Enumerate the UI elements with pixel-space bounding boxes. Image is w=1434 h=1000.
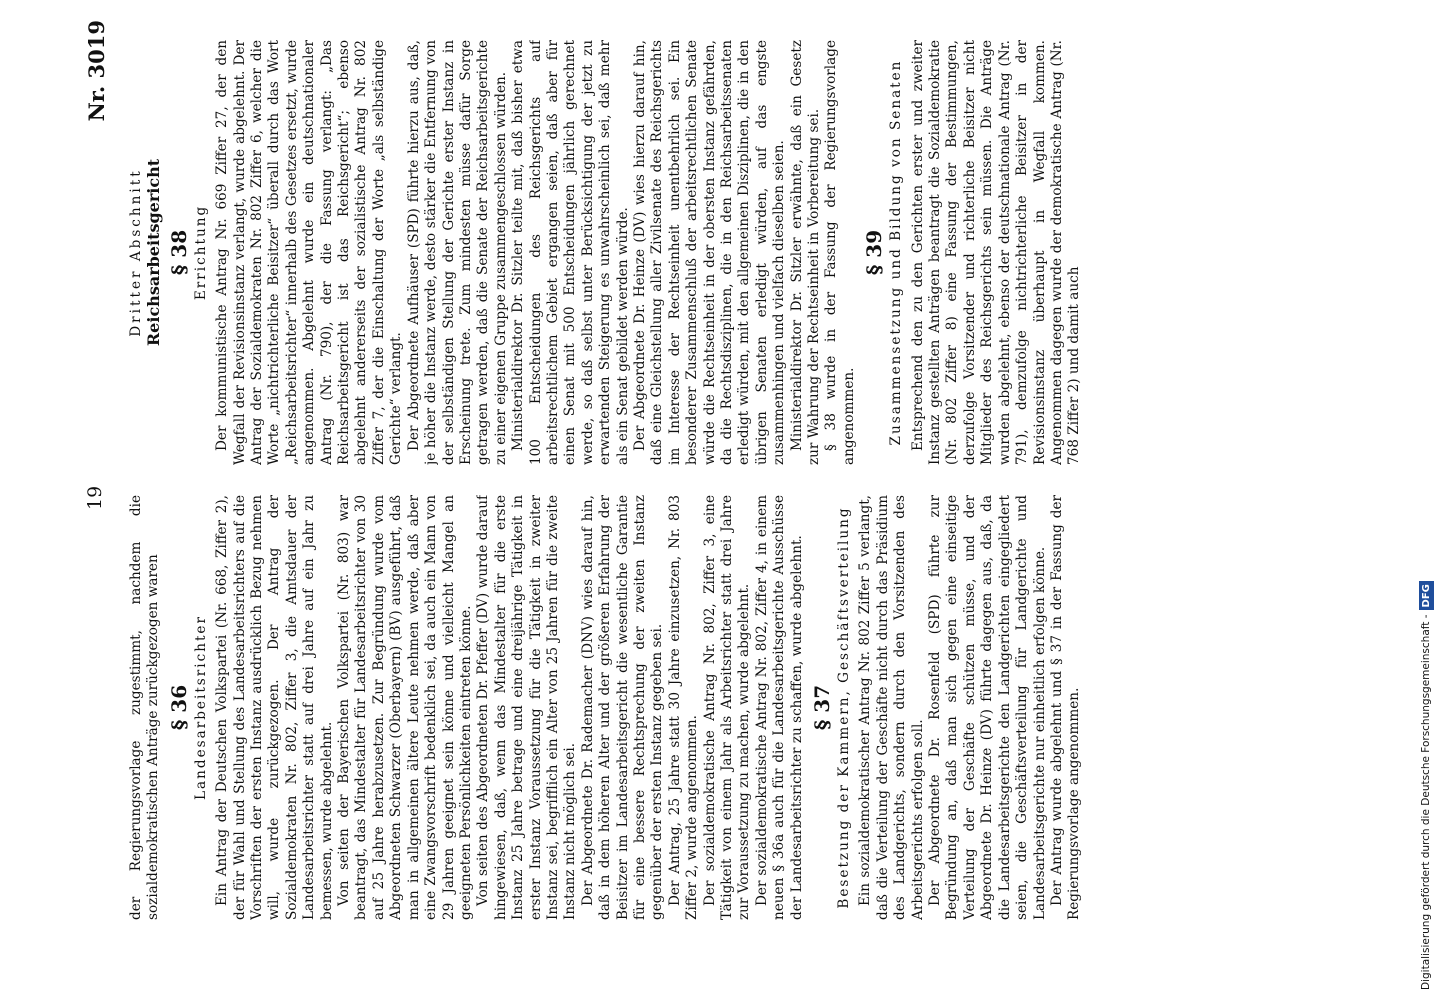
left-column — [128, 495, 1408, 920]
paragraph: Von seiten des Abgeordneten Dr. Pfeffer (DV) wurde darauf hingewiesen, daß, wenn das Mindestalter für die erste Instanz 25 Jahre betrage und eine dreijährige Tätigkeit in erster Instanz Voraussetzung für die Tätigkeit in zweiter Instanz sei, begrifflich ein Alter von 25 Jahren für die zweite Instanz nicht möglich sei. — [475, 495, 579, 920]
paragraph: Der Antrag wurde abgelehnt und § 37 in der Fassung der Regierungsvorlage angenommen. — [1048, 495, 1083, 920]
paragraph: Der Abgeordnete Dr. Rademacher (DNV) wies darauf hin, daß in dem höheren Alter und der größeren Erfahrung der Beisitzer im Landesarbeitsgericht die wesentliche Garantie für eine bessere Rechtsprechung der zweiten Instanz gegenüber der ersten Instanz gegeben sei. — [579, 495, 666, 920]
paragraph: Der Abgeordnete Aufhäuser (SPD) führte hierzu aus, daß, je höher die Instanz werde, desto stärker die Entfernung von der selbständigen Stellung der Gerichte erster Instanz in Erscheinung trete. Zum mindesten müsse dafür Sorge getragen werden, daß die Senate der Reichsarbeitsgerichte zu einer eigenen Gruppe zusammengeschlossen würden. — [405, 40, 509, 465]
part-subtitle: Reichsarbeitsgericht — [144, 158, 164, 347]
dfg-logo: DFG — [1419, 581, 1434, 610]
paragraph: Entsprechend den zu den Gerichten erster und zweiter Instanz gestellten Anträgen beantragt die Sozialdemokratie (Nr. 802 Ziffer 8) eine Fassung der Bestimmungen, derzufolge Vorsitzender und richterliche Beisitzer nicht Mitglieder des Reichsgerichts sein müssen. Die Anträge wurden abgelehnt, ebenso der deutschnationale Antrag (Nr. 791), demzufolge nichtrichterliche Beisitzer in der Revisionsinstanz überhaupt in Wegfall kommen. Angenommen dagegen wurde der demokratische Antrag (Nr. 768 Ziffer 2) und damit auch — [909, 40, 1083, 465]
right-column — [128, 40, 1408, 465]
section-38-heading: § 38 — [166, 229, 191, 276]
paragraph: Ein Antrag der Deutschen Volkspartei (Nr. 668, Ziffer 2), der für Wahl und Stellung des Landesarbeitsrichters auf die Vorschriften der ersten Instanz ausdrücklich Bezug nehmen will, wurde zurückgezogen. Der Antrag der Sozialdemokraten Nr. 802, Ziffer 3, die Amtsdauer der Landesarbeitsrichter statt auf drei Jahre auf ein Jahr zu bemessen, wurde abgelehnt. — [214, 495, 335, 920]
paragraph: § 38 wurde in der Fassung der Regierungsvorlage angenommen. — [823, 40, 857, 465]
paragraph: Ein sozialdemokratischer Antrag Nr. 802 Ziffer 5 verlangt, daß die Verteilung der Geschäfte nicht durch das Präsidium des Landgerichts, sondern durch den Vorsitzenden des Arbeitsgerichts erfolgen soll. — [857, 495, 926, 920]
paragraph: Der sozialdemokratische Antrag Nr. 802, Ziffer 3, eine Tätigkeit von einem Jahr als Arbeitsrichter statt drei Jahre zur Voraussetzung zu machen, wurde abgelehnt. — [701, 495, 753, 920]
digitization-credit — [1418, 0, 1434, 990]
intro-text: der Regierungsvorlage zugestimmt, nachdem die sozialdemokratischen Anträge zurückgezogen waren — [128, 495, 162, 920]
section-37-heading: § 37 — [810, 684, 835, 731]
digitization-credit-text: Digitalisierung gefördert durch die Deutsche Forschungsgemeinschaft - — [1420, 614, 1432, 990]
paragraph: Der Abgeordnete Dr. Heinze (DV) wies hierzu darauf hin, daß eine Gleichstellung aller Zivilsenate des Reichsgerichts im Interesse der Rechtseinheit unentbehrlich sei. Ein besonderer Zusammenschluß der arbeitsrechtlichen Senate würde die Rechtseinheit in der obersten Instanz gefährden, da die Rechtsdisziplinen, die in den Reichsarbeitssenaten erledigt würden, mit den allgemeinen Disziplinen, die in den übrigen Senaten erledigt würden, auf das engste zusammenhingen und vielfach dieselben seien. — [631, 40, 788, 465]
section-39-heading: § 39 — [862, 229, 887, 276]
part-title: Dritter Abschnitt — [128, 168, 144, 337]
paragraph: Der Antrag, 25 Jahre statt 30 Jahre einzusetzen, Nr. 803 Ziffer 2, wurde angenommen. — [666, 495, 701, 920]
rotated-document-page — [80, 20, 1410, 920]
section-36-heading: § 36 — [166, 684, 191, 731]
section-36-subheading: Landesarbeitsrichter — [192, 615, 209, 800]
running-head — [80, 20, 120, 920]
paragraph: Ministerialdirektor Dr. Sitzler erwähnte, daß ein Gesetz zur Wahrung der Rechtseinheit in Vorbereitung sei. — [788, 40, 823, 465]
section-39-subheading: Zusammensetzung und Bildung von Senaten — [888, 59, 905, 446]
paragraph: Von seiten der Bayerischen Volkspartei (Nr. 803) war beantragt, das Mindestalter für Landesarbeitsrichter von 30 auf 25 Jahre herabzusetzen. Zur Begründung wurde vom Abgeordneten Schwarzer (Oberbayern) (BV) ausgeführt, daß man in allgemeinen ältere Leute nehmen werde, daß aber eine Zwangsvorschrift bedenklich sei, da auch ein Mann von 29 Jahren geeignet sein könne und vielleicht Mangel an geeigneten Persönlichkeiten eintreten könne. — [336, 495, 474, 920]
paragraph: Der Abgeordnete Dr. Rosenfeld (SPD) führte zur Begründung an, daß man sich gegen eine einseitige Verteilung der Geschäfte schützen müsse, und der Abgeordnete Dr. Heinze (DV) führte dagegen aus, daß, da die Landesarbeitsgerichte den Landgerichten eingegliedert seien, die Geschäftsverteilung für Landgerichte und Landesarbeitsgerichte nur einheitlich erfolgen könne. — [927, 495, 1048, 920]
page-number: 19 — [84, 485, 106, 510]
paragraph: Ministerialdirektor Dr. Sitzler teilte mit, daß bisher etwa 100 Entscheidungen des Reichsgerichts auf arbeitsrechtlichem Gebiet ergangen seien, daß aber für einen Senat mit 500 Entscheidungen jährlich gerechnet werde, so daß selbst unter Berücksichtigung der jetzt zu erwartenden Steigerung es unwahrscheinlich sei, daß mehr als ein Senat gebildet werden würde. — [510, 40, 631, 465]
paragraph: Der sozialdemokratische Antrag Nr. 802, Ziffer 4, in einem neuen § 36a auch für die Landesarbeitsgerichte Ausschüsse der Landesarbeitsrichter zu schaffen, wurde abgelehnt. — [753, 495, 805, 920]
section-37-subheading: Besetzung der Kammern, Geschäftsverteilung — [836, 506, 853, 909]
paragraph: Der kommunistische Antrag Nr. 669 Ziffer 27, der den Wegfall der Revisionsinstanz verlangt, wurde abgelehnt. Der Antrag der Sozialdemokraten Nr. 802 Ziffer 6, welcher die Worte „nichtrichterliche Beisitzer“ überall durch das Wort „Reichsarbeitsrichter“ innerhalb des Gesetzes ersetzt, wurde angenommen. Abgelehnt wurde ein deutschnationaler Antrag (Nr. 790), der die Fassung verlangt: „Das Reichsarbeitsgericht ist das Reichsgericht“; ebenso abgelehnt andererseits der sozialistische Antrag Nr. 802 Ziffer 7, der die Einschaltung der Worte „als selbständige Gerichte“ verlangt. — [214, 40, 405, 465]
document-number: Nr. 3019 — [84, 20, 109, 122]
section-38-subheading: Errichtung — [192, 204, 209, 301]
